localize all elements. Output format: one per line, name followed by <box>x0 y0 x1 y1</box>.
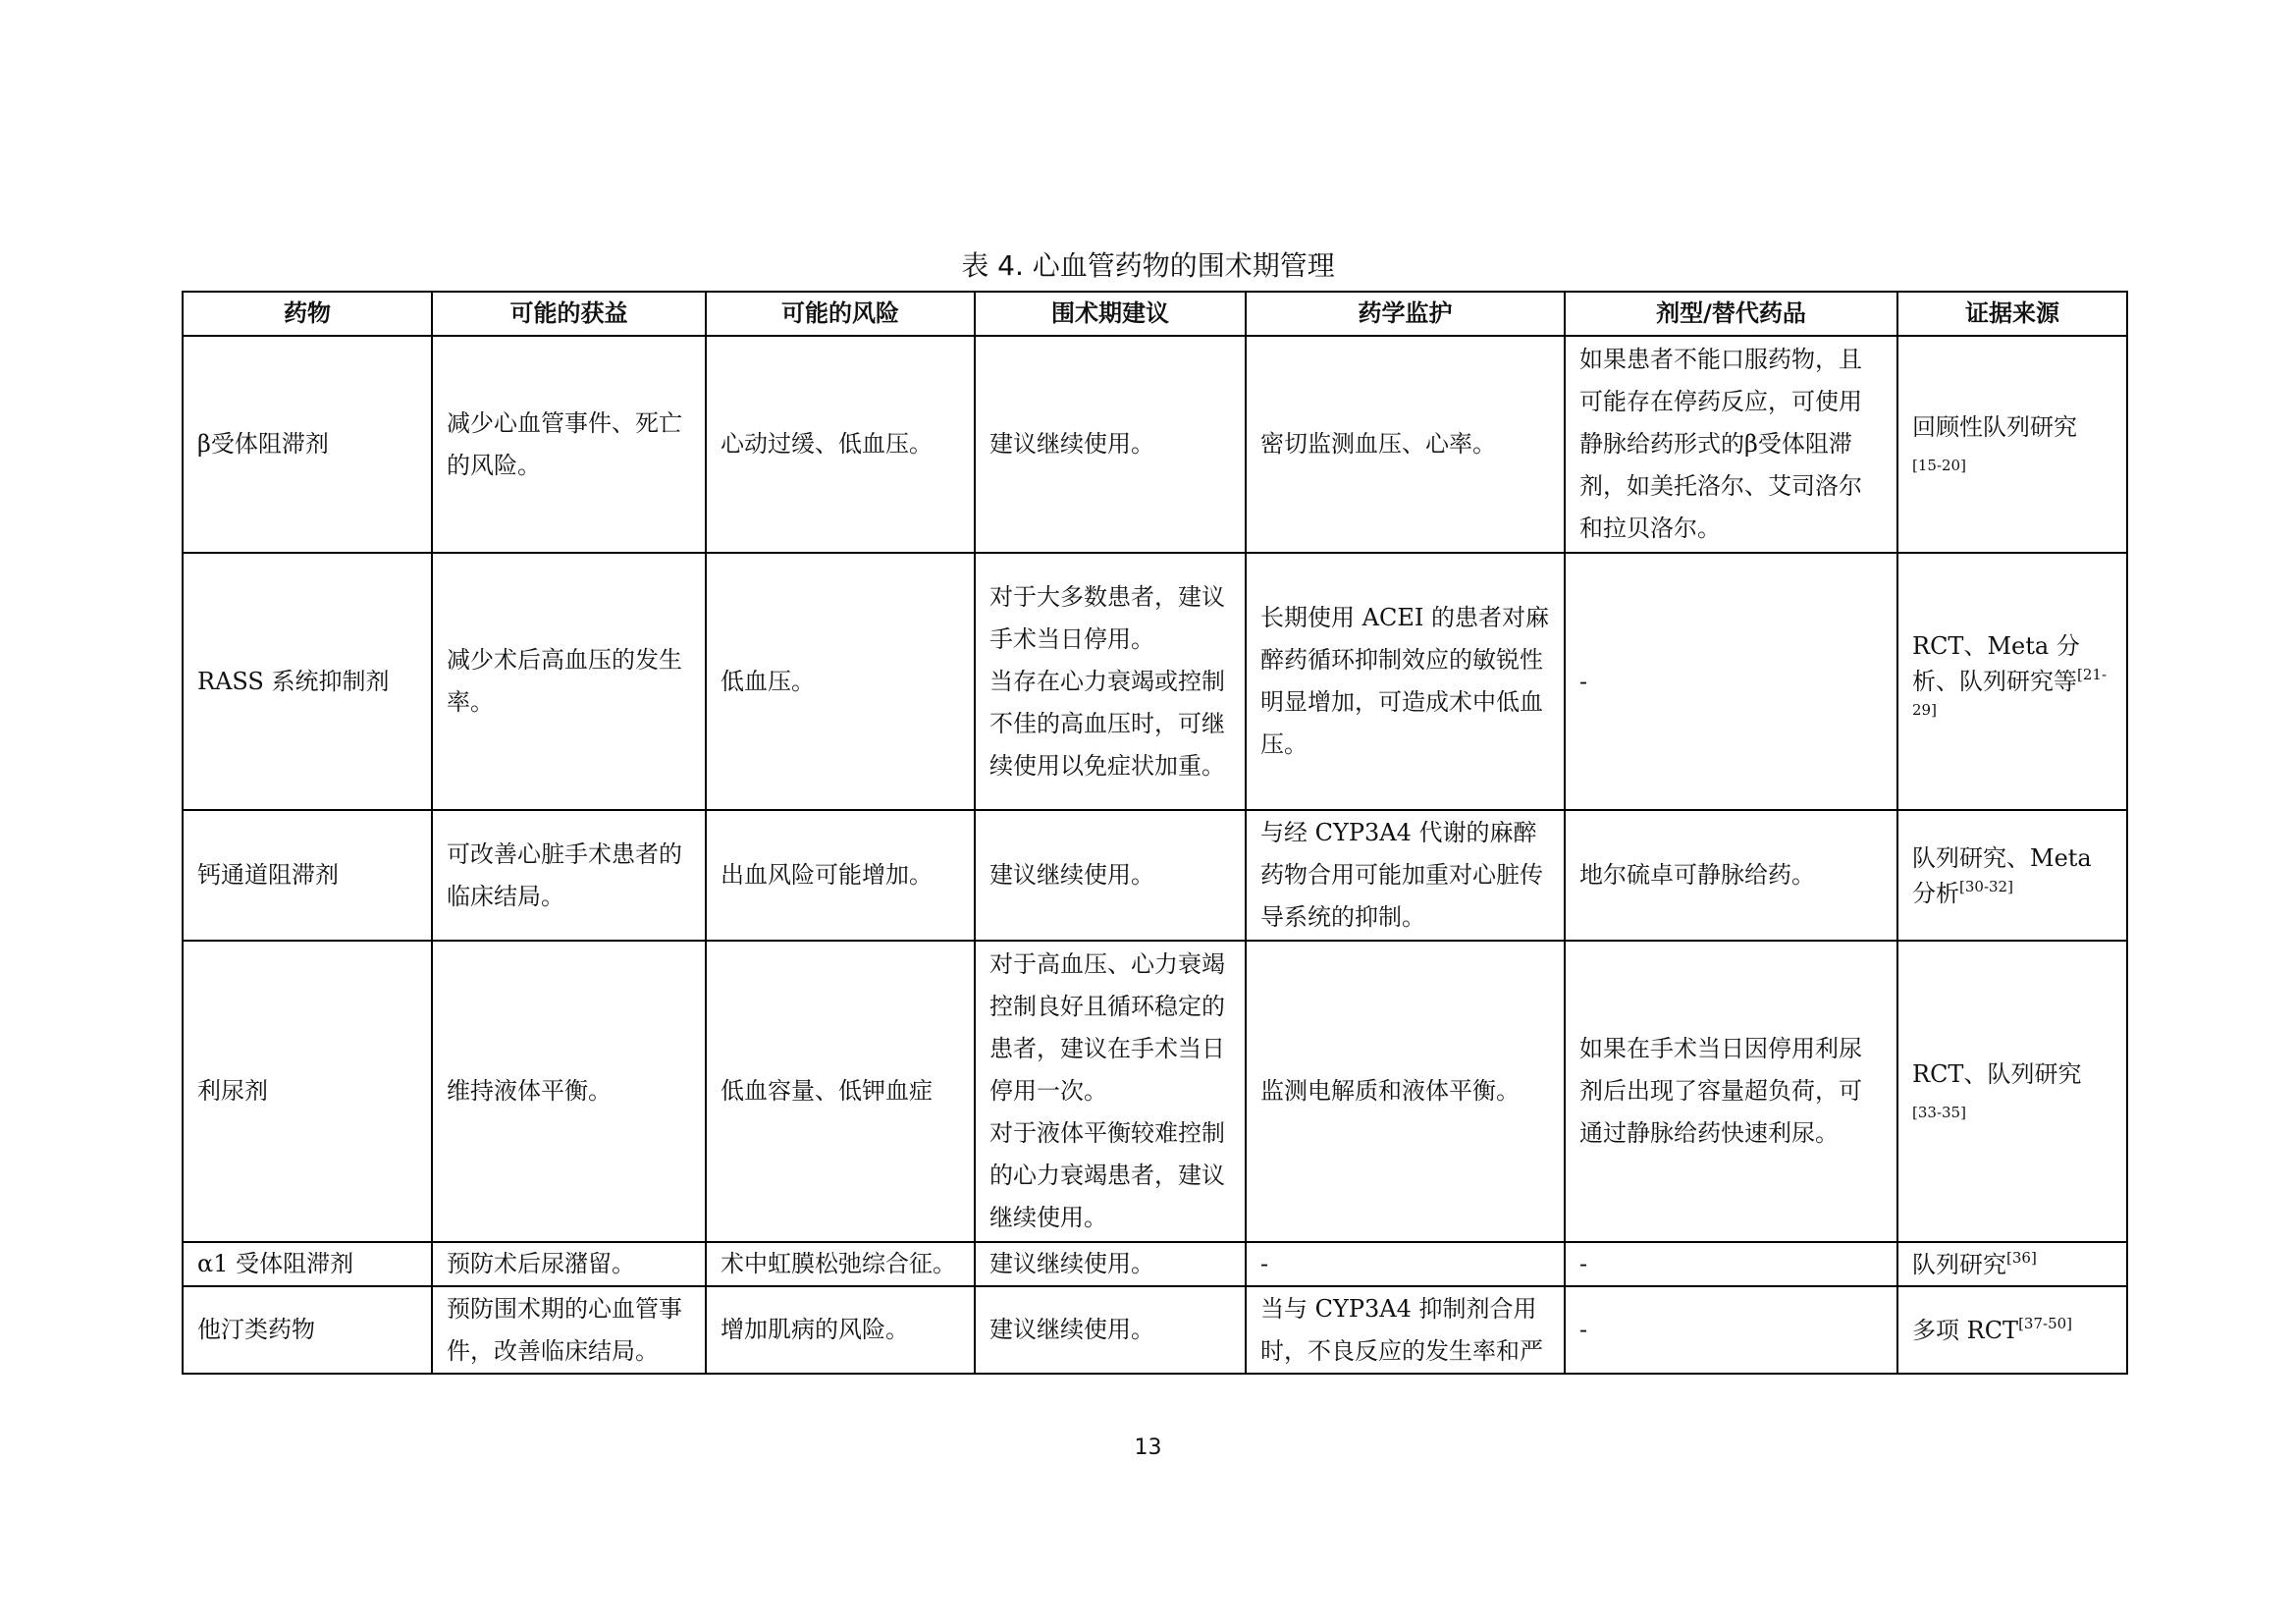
cell-risk: 增加肌病的风险。 <box>706 1286 975 1374</box>
cell-benefit: 预防围术期的心血管事件，改善临床结局。 <box>432 1286 706 1374</box>
table-caption: 表 4. 心血管药物的围术期管理 <box>961 249 1335 282</box>
cell-evidence <box>1897 1286 2127 1374</box>
cell-risk: 术中虹膜松弛综合征。 <box>706 1242 975 1286</box>
cell-drug: α1 受体阻滞剂 <box>183 1242 432 1286</box>
evidence-text: RCT、队列研究 <box>1912 1059 2082 1088</box>
cell-alternative: 如果患者不能口服药物，且可能存在停药反应，可使用静脉给药形式的β受体阻滞剂，如美托洛尔、艾司洛尔和拉贝洛尔。 <box>1565 336 1897 553</box>
recommendation-line: 建议继续使用。 <box>989 1316 1154 1343</box>
table-row <box>183 1242 2127 1286</box>
evidence-ref: [21-29] <box>1912 666 2108 719</box>
cell-monitoring: 长期使用 ACEI 的患者对麻醉药循环抑制效应的敏锐性明显增加，可造成术中低血压。 <box>1246 553 1565 810</box>
cell-risk: 低血压。 <box>706 553 975 810</box>
cell-benefit: 可改善心脏手术患者的临床结局。 <box>432 810 706 941</box>
cell-benefit: 维持液体平衡。 <box>432 941 706 1242</box>
recommendation-line: 对于高血压、心力衰竭控制良好且循环稳定的患者，建议在手术当日停用一次。 <box>989 950 1225 1105</box>
evidence-text: RCT、Meta 分析、队列研究等 <box>1912 632 2080 695</box>
evidence-text: 队列研究 <box>1912 1250 2006 1278</box>
cell-recommendation <box>975 553 1246 810</box>
cell-risk: 低血容量、低钾血症 <box>706 941 975 1242</box>
cell-alternative: - <box>1565 553 1897 810</box>
table-row <box>183 553 2127 810</box>
header-recommendation: 围术期建议 <box>975 292 1246 336</box>
header-drug: 药物 <box>183 292 432 336</box>
table-row <box>183 336 2127 553</box>
header-monitoring: 药学监护 <box>1246 292 1565 336</box>
recommendation-line: 建议继续使用。 <box>989 861 1154 889</box>
table-row <box>183 810 2127 941</box>
header-risk: 可能的风险 <box>706 292 975 336</box>
cell-alternative: - <box>1565 1242 1897 1286</box>
cell-monitoring: 监测电解质和液体平衡。 <box>1246 941 1565 1242</box>
cell-drug: 利尿剂 <box>183 941 432 1242</box>
evidence-text: 队列研究、Meta 分析 <box>1912 843 2092 907</box>
cell-alternative: - <box>1565 1286 1897 1374</box>
cell-alternative: 如果在手术当日因停用利尿剂后出现了容量超负荷，可通过静脉给药快速利尿。 <box>1565 941 1897 1242</box>
cell-recommendation <box>975 810 1246 941</box>
evidence-ref: [33-35] <box>1912 1103 1966 1121</box>
evidence-ref: [36] <box>2006 1248 2037 1267</box>
cell-drug: β受体阻滞剂 <box>183 336 432 553</box>
cell-monitoring: 密切监测血压、心率。 <box>1246 336 1565 553</box>
cell-risk: 出血风险可能增加。 <box>706 810 975 941</box>
cell-evidence <box>1897 941 2127 1242</box>
table-row <box>183 1286 2127 1374</box>
evidence-ref: [30-32] <box>1959 877 2013 895</box>
cell-evidence <box>1897 336 2127 553</box>
cell-monitoring: - <box>1246 1242 1565 1286</box>
cell-monitoring: 当与 CYP3A4 抑制剂合用时，不良反应的发生率和严 <box>1246 1286 1565 1374</box>
cell-recommendation <box>975 336 1246 553</box>
cell-recommendation <box>975 941 1246 1242</box>
cell-risk: 心动过缓、低血压。 <box>706 336 975 553</box>
header-alternative: 剂型/替代药品 <box>1565 292 1897 336</box>
table-row <box>183 941 2127 1242</box>
evidence-text: 多项 RCT <box>1912 1316 2019 1344</box>
cell-recommendation <box>975 1286 1246 1374</box>
header-evidence: 证据来源 <box>1897 292 2127 336</box>
table-header-row <box>183 292 2127 336</box>
cell-benefit: 减少心血管事件、死亡的风险。 <box>432 336 706 553</box>
cell-recommendation <box>975 1242 1246 1286</box>
cell-drug: RASS 系统抑制剂 <box>183 553 432 810</box>
evidence-ref: [15-20] <box>1912 456 1966 474</box>
recommendation-line: 当存在心力衰竭或控制不佳的高血压时，可继续使用以免症状加重。 <box>989 667 1225 780</box>
cell-evidence <box>1897 1242 2127 1286</box>
cell-evidence <box>1897 553 2127 810</box>
cell-monitoring: 与经 CYP3A4 代谢的麻醉药物合用可能加重对心脏传导系统的抑制。 <box>1246 810 1565 941</box>
recommendation-line: 对于大多数患者，建议手术当日停用。 <box>989 582 1225 653</box>
drug-management-table <box>182 291 2128 1375</box>
cell-drug: 他汀类药物 <box>183 1286 432 1374</box>
cell-drug: 钙通道阻滞剂 <box>183 810 432 941</box>
cell-alternative: 地尔硫卓可静脉给药。 <box>1565 810 1897 941</box>
cell-benefit: 减少术后高血压的发生率。 <box>432 553 706 810</box>
evidence-ref: [37-50] <box>2018 1314 2073 1332</box>
page-number: 13 <box>1134 1435 1162 1460</box>
recommendation-line: 建议继续使用。 <box>989 430 1154 458</box>
recommendation-line: 建议继续使用。 <box>989 1250 1154 1277</box>
cell-benefit: 预防术后尿潴留。 <box>432 1242 706 1286</box>
cell-evidence <box>1897 810 2127 941</box>
header-benefit: 可能的获益 <box>432 292 706 336</box>
recommendation-line: 对于液体平衡较难控制的心力衰竭患者，建议继续使用。 <box>989 1119 1225 1231</box>
evidence-text: 回顾性队列研究 <box>1912 412 2077 441</box>
